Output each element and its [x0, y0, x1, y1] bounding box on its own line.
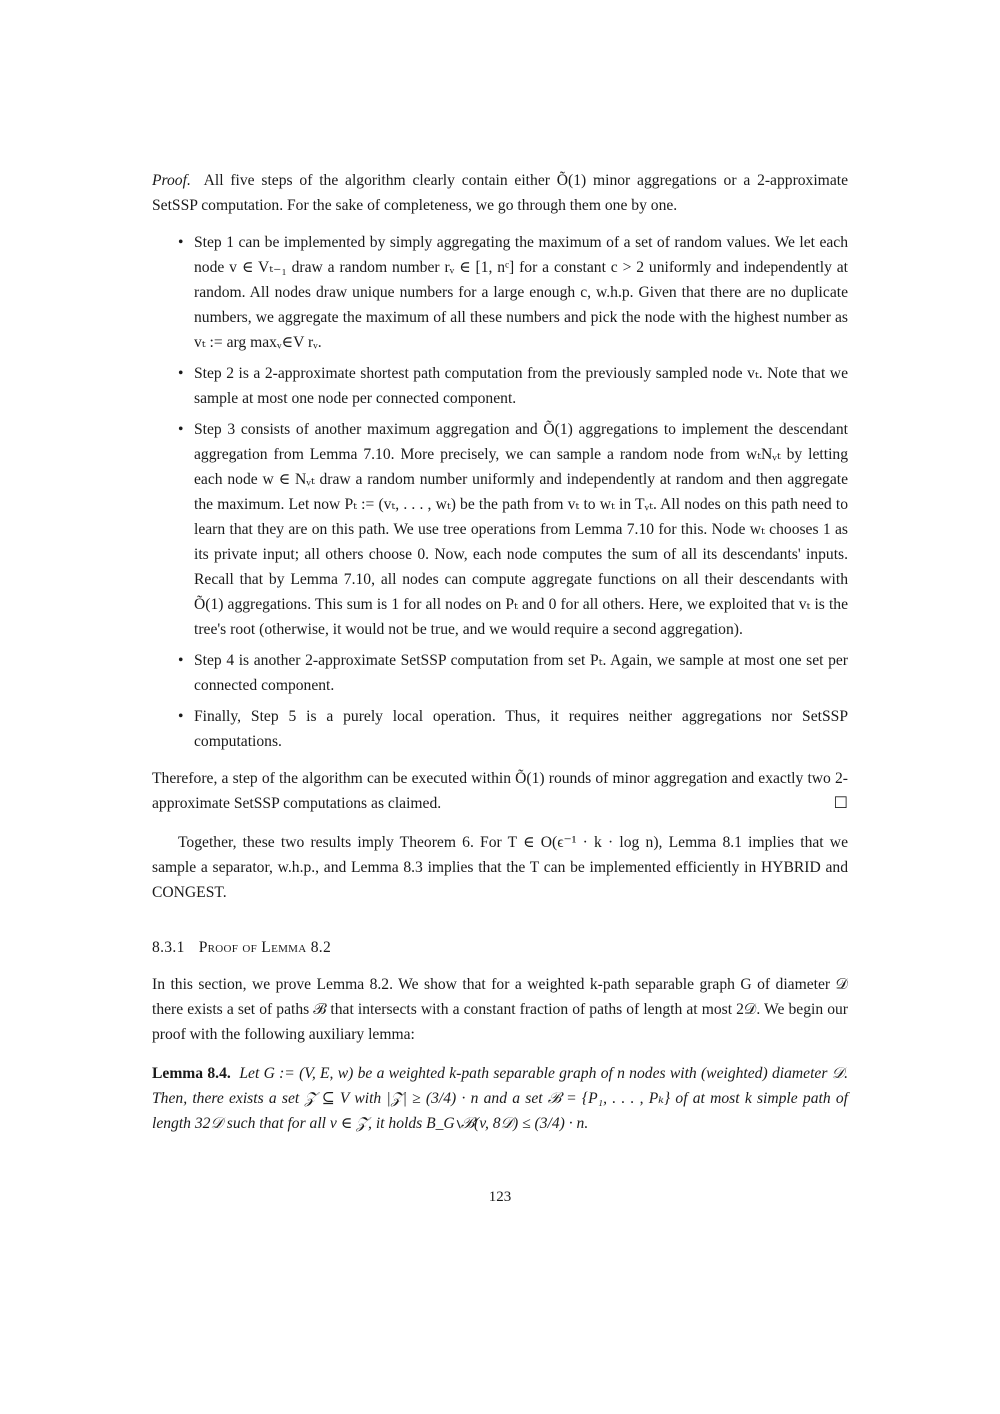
- step-text: Step 1 can be implemented by simply aggregating the maximum of a set of random values. We let each node v ∈ Vₜ₋₁ draw a random number rᵥ ∈ [1, nᶜ] for a constant c > 2 uniformly and independently at random. All nodes draw unique numbers for a large enough c, w.h.p. Given that there are no duplicate numbers, we aggregate the maximum of all these numbers and pick the node with the highest number as vₜ := arg maxᵥ∈V rᵥ.: [194, 234, 848, 351]
- proof-intro: [152, 168, 848, 218]
- list-item: [152, 704, 848, 754]
- step-text: Finally, Step 5 is a purely local operation. Thus, it requires neither aggregations nor SetSSP computations.: [194, 708, 848, 750]
- list-item: [152, 361, 848, 411]
- lemma-statement: [152, 1061, 848, 1136]
- list-item: [152, 417, 848, 642]
- lemma-head: Lemma 8.4.: [152, 1065, 231, 1082]
- subsection-number: 8.3.1: [152, 939, 185, 956]
- bullet-icon: •: [178, 234, 184, 251]
- step-text: Step 4 is another 2-approximate SetSSP computation from set Pₜ. Again, we sample at most one set per connected component.: [194, 652, 848, 694]
- subsection-heading: [152, 935, 848, 960]
- subsection-title: Proof of Lemma 8.2: [198, 939, 332, 956]
- section-intro: In this section, we prove Lemma 8.2. We show that for a weighted k-path separable graph G of diameter 𝒟 there exists a set of paths ℬ that intersects with a constant fraction of paths of length at most 2𝒟. We begin our proof with the following auxiliary lemma:: [152, 976, 848, 1043]
- bullet-icon: •: [178, 708, 184, 725]
- step-text: Step 2 is a 2-approximate shortest path computation from the previously sampled node vₜ. Note that we sample at most one node per connected component.: [194, 365, 848, 407]
- together-paragraph: Together, these two results imply Theorem 6. For T ∈ O(ϵ⁻¹ · k · log n), Lemma 8.1 implies that we sample a separator, w.h.p., and Lemma 8.3 implies that the T can be implemented efficiently in HYBRID and CONGEST.: [152, 834, 848, 901]
- bullet-icon: •: [178, 421, 184, 438]
- page-number: 123: [488, 1189, 512, 1205]
- therefore-text: Therefore, a step of the algorithm can be executed within Õ(1) rounds of minor aggregation and exactly two 2-approximate SetSSP computations as claimed.: [152, 770, 848, 812]
- qed-icon: ☐: [833, 795, 848, 812]
- bullet-icon: •: [178, 652, 184, 669]
- page-body: [152, 168, 848, 1152]
- list-item: [152, 230, 848, 355]
- steps-list: [152, 230, 848, 754]
- proof-label: Proof.: [152, 172, 191, 189]
- bullet-icon: •: [178, 365, 184, 382]
- therefore-paragraph: [152, 766, 848, 816]
- step-text: Step 3 consists of another maximum aggregation and Õ(1) aggregations to implement the descendant aggregation from Lemma 7.10. More precisely, we can sample a random node from wₜNᵥₜ by letting each node w ∈ Nᵥₜ draw a random number uniformly and independently at random and then aggregate the maximum. Let now Pₜ := (vₜ, . . . , wₜ) be the path from vₜ to wₜ in Tᵥₜ. All nodes on this path need to learn that they are on this path. We use tree operations from Lemma 7.10 for this. Node wₜ chooses 1 as its private input; all others choose 0. Now, each node computes the sum of all its descendants' inputs. Recall that by Lemma 7.10, all nodes can compute aggregate functions on all their descendants with Õ(1) aggregations. This sum is 1 for all nodes on Pₜ and 0 for all others. Here, we exploited that vₜ is the tree's root (otherwise, it would not be true, and we would require a second aggregation).: [194, 421, 848, 638]
- lemma-body: Let G := (V, E, w) be a weighted k-path separable graph of n nodes with (weighted) diameter 𝒟. Then, there exists a set 𝒵 ⊆ V with |𝒵| ≥ (3/4) · n and a set ℬ = {P₁, . . . , Pₖ} of at most k simple path of length 32𝒟 such that for all v ∈ 𝒵, it holds B_G∖ℬ(v, 8𝒟) ≤ (3/4) · n.: [152, 1065, 849, 1132]
- list-item: [152, 648, 848, 698]
- proof-intro-text: All five steps of the algorithm clearly contain either Õ(1) minor aggregations or a 2-approximate SetSSP computation. For the sake of completeness, we go through them one by one.: [152, 172, 848, 214]
